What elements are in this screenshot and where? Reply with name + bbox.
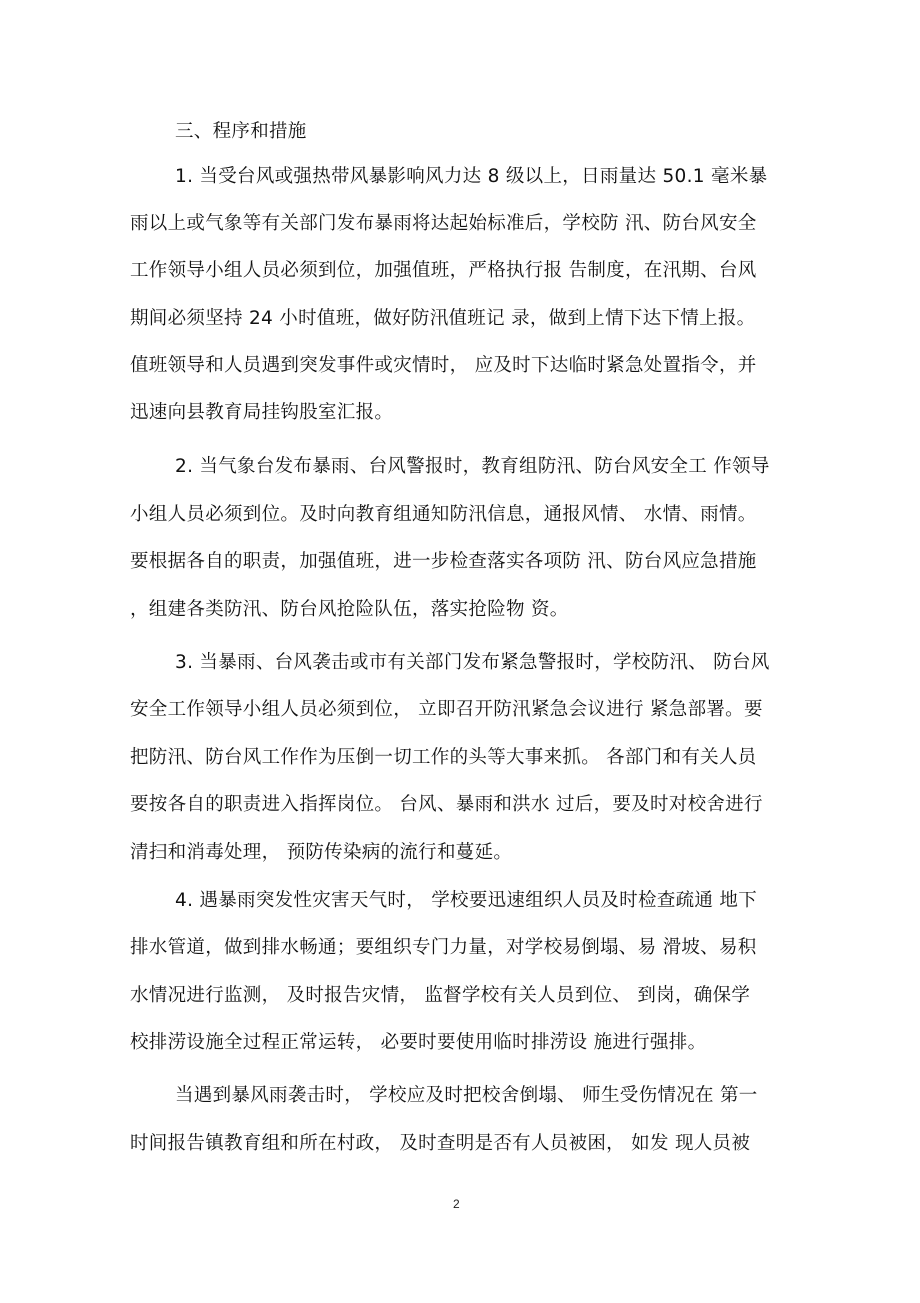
paragraph-2-line-1: 2. 当气象台发布暴雨、台风警报时，教育组防汛、防台风安全工 作领导	[175, 456, 770, 477]
paragraph-3-line-3: 把防汛、防台风工作作为压倒一切工作的头等大事来抓。 各部门和有关人员	[130, 747, 757, 768]
paragraph-4-line-4: 校排涝设施全过程正常运转， 必要时要使用临时排涝设 施进行强排。	[130, 1032, 707, 1053]
paragraph-1-line-4: 期间必须坚持 24 小时值班，做好防汛值班记 录，做到上情下达下情上报。	[130, 308, 756, 329]
paragraph-3-line-2: 安全工作领导小组人员必须到位， 立即召开防汛紧急会议进行 紧急部署。要	[130, 699, 763, 720]
paragraph-1-line-3: 工作领导小组人员必须到位，加强值班，严格执行报 告制度，在汛期、台风	[130, 260, 757, 281]
paragraph-4-line-1: 4. 遇暴雨突发性灾害天气时， 学校要迅速组织人员及时检查疏通 地下	[175, 890, 757, 911]
paragraph-2-line-2: 小组人员必须到位。及时向教育组通知防汛信息，通报风情、 水情、雨情。	[130, 504, 757, 525]
paragraph-1-line-6: 迅速向县教育局挂钩股室汇报。	[130, 402, 394, 423]
paragraph-2-line-3: 要根据各自的职责，加强值班，进一步检查落实各项防 汛、防台风应急措施	[130, 551, 757, 572]
paragraph-3-line-5: 清扫和消毒处理， 预防传染病的流行和蔓延。	[130, 842, 513, 863]
page-number: 2	[453, 1197, 460, 1211]
paragraph-5-line-1: 当遇到暴风雨袭击时， 学校应及时把校舍倒塌、 师生受伤情况在 第一	[175, 1085, 758, 1106]
paragraph-4-line-3: 水情况进行监测， 及时报告灾情， 监督学校有关人员到位、 到岗，确保学	[130, 985, 751, 1006]
paragraph-3-line-1: 3. 当暴雨、台风袭击或市有关部门发布紧急警报时，学校防汛、 防台风	[175, 652, 770, 673]
paragraph-5-line-2: 时间报告镇教育组和所在村政， 及时查明是否有人员被困， 如发 现人员被	[130, 1133, 751, 1154]
paragraph-3-line-4: 要按各自的职责进入指挥岗位。 台风、暴雨和洪水 过后，要及时对校舍进行	[130, 794, 763, 815]
paragraph-2-line-4: ，组建各类防汛、防台风抢险队伍，落实抢险物 资。	[130, 599, 569, 620]
paragraph-4-line-2: 排水管道，做到排水畅通；要组织专门力量，对学校易倒塌、易 滑坡、易积	[130, 937, 757, 958]
paragraph-1-line-2: 雨以上或气象等有关部门发布暴雨将达起始标准后，学校防 汛、防台风安全	[130, 213, 757, 234]
section-heading: 三、程序和措施	[175, 121, 307, 142]
paragraph-1-line-5: 值班领导和人员遇到突发事件或灾情时， 应及时下达临时紧急处置指令，并	[130, 355, 757, 376]
paragraph-1-line-1: 1. 当受台风或强热带风暴影响风力达 8 级以上，日雨量达 50.1 毫米暴	[175, 166, 768, 187]
